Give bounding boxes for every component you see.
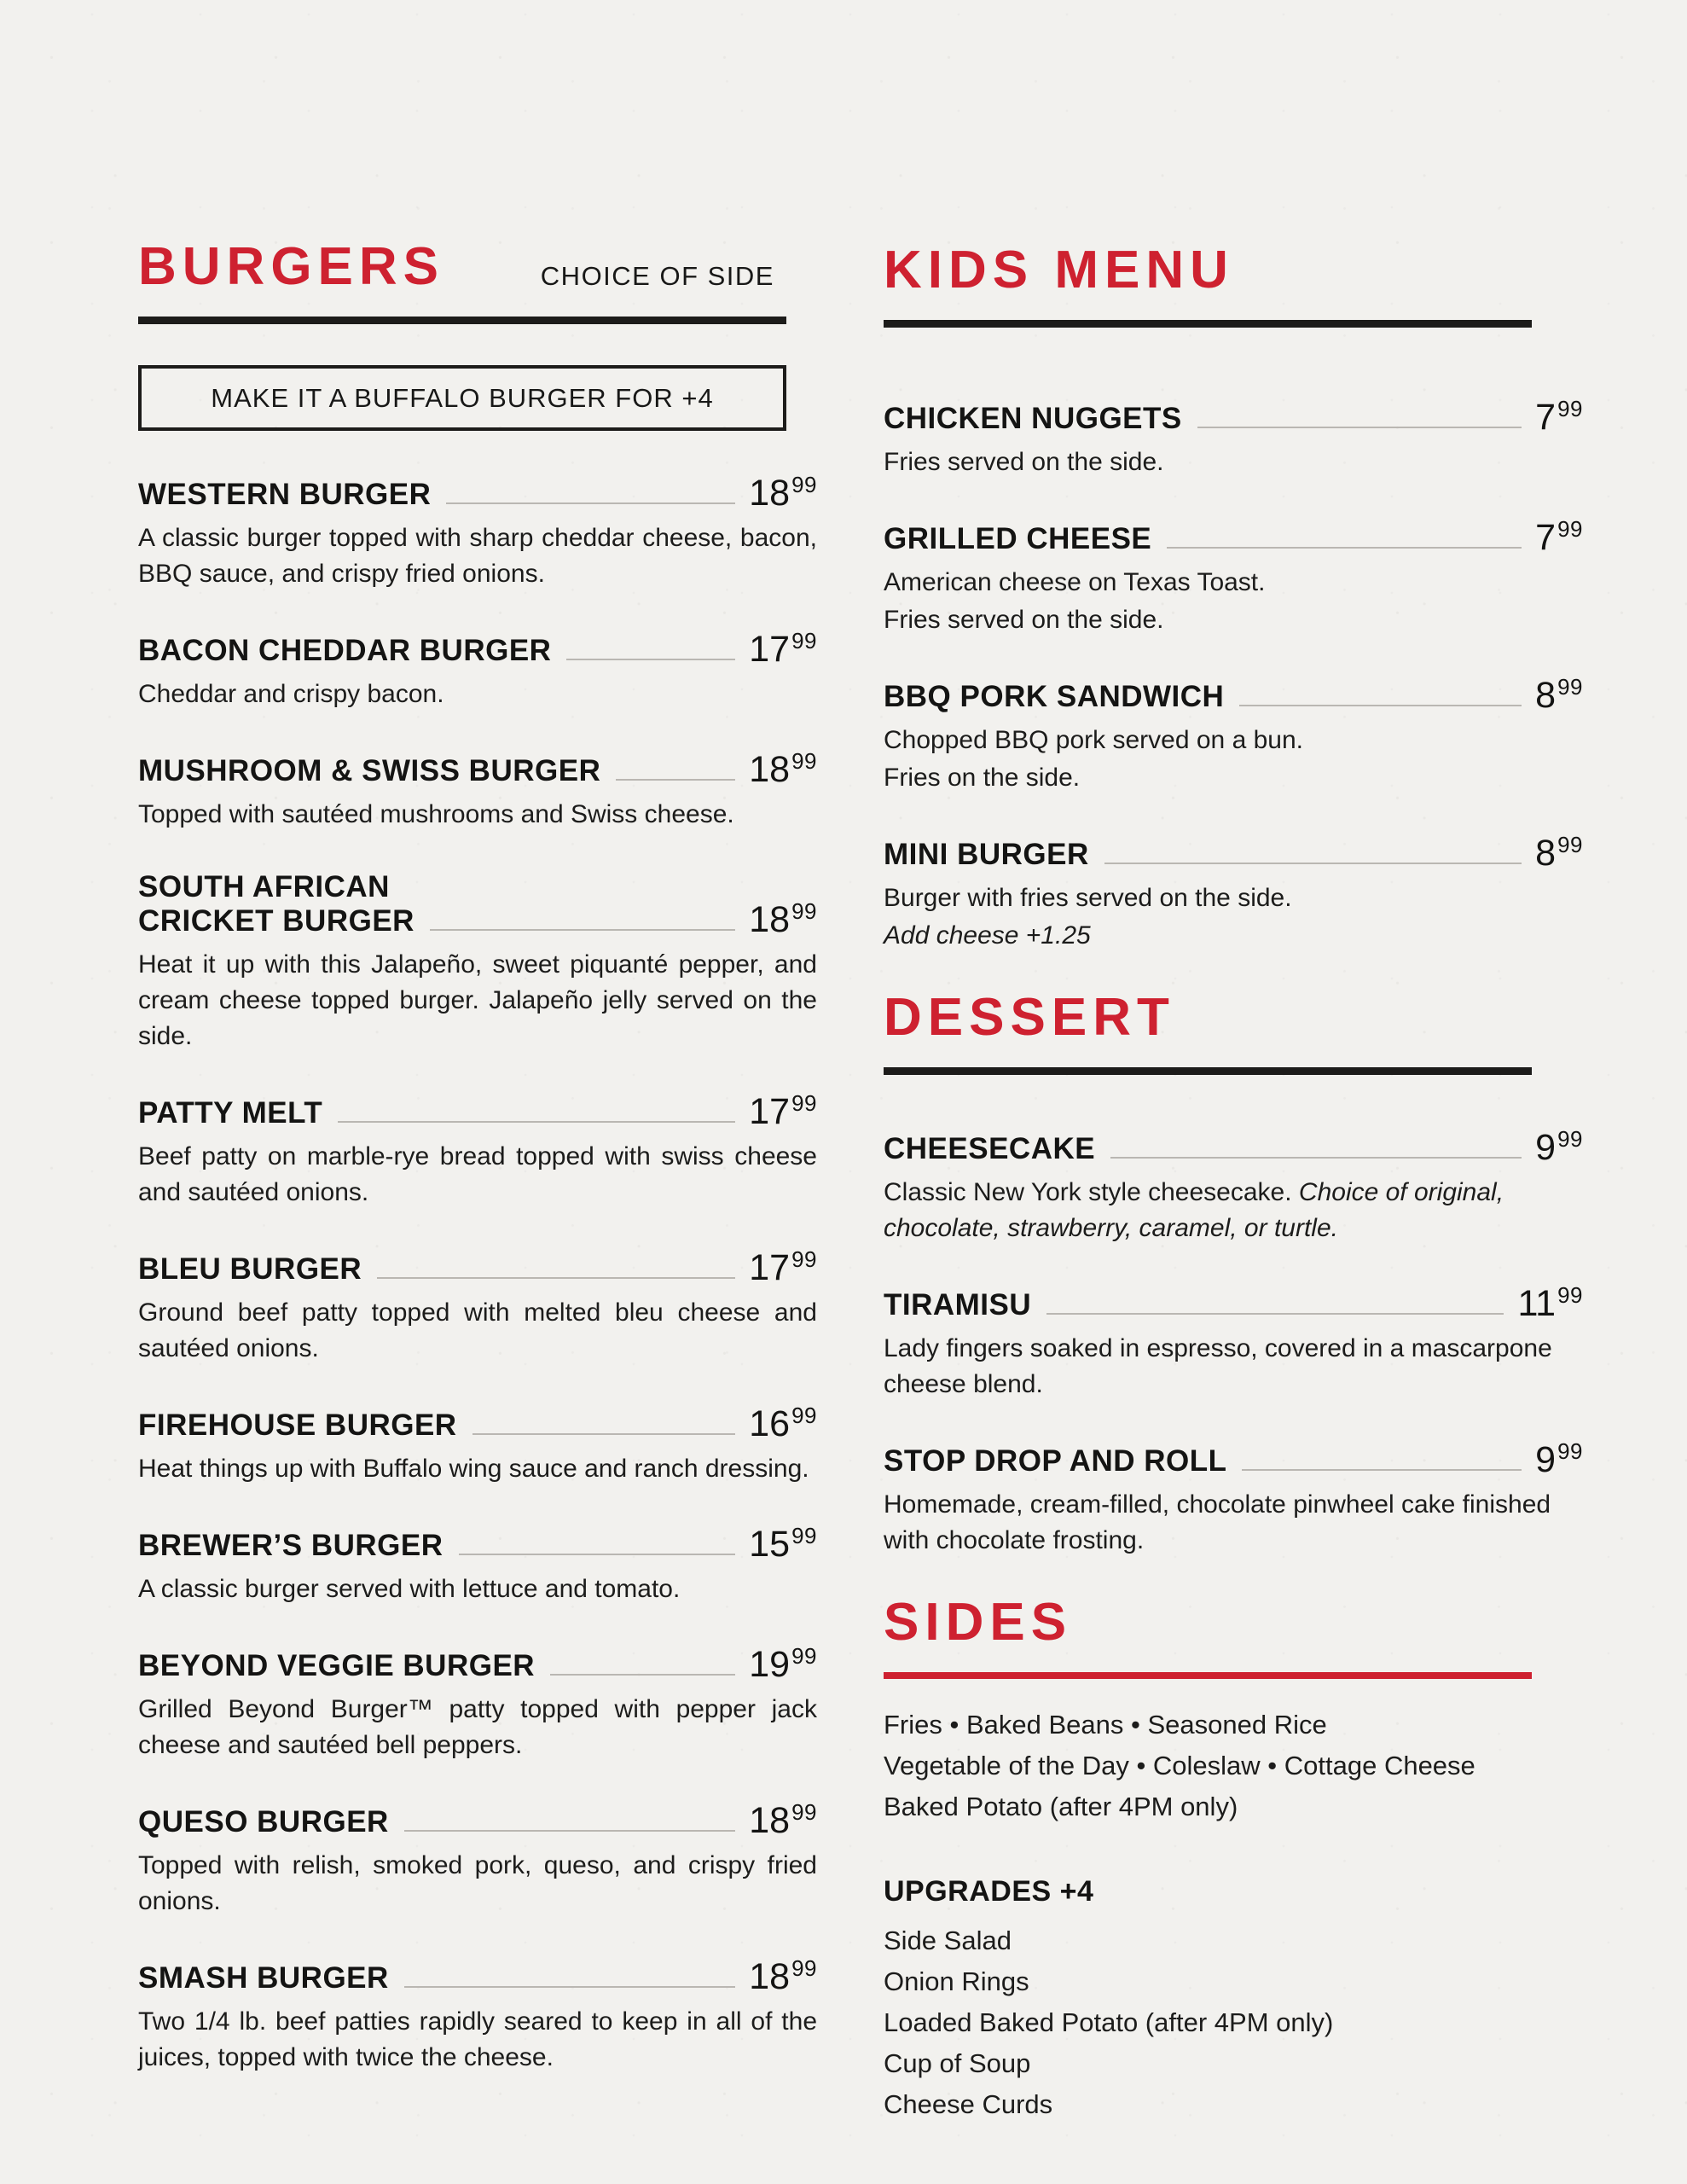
- price-dollars: 9: [1535, 1127, 1557, 1168]
- item-price: [1535, 1128, 1583, 1166]
- menu-item-grilled-cheese: [884, 518, 1583, 638]
- burgers-section-rule: [138, 317, 786, 324]
- item-name: GRILLED CHEESE: [884, 522, 1152, 556]
- price-leader-line: [1167, 547, 1522, 549]
- item-price: [749, 1798, 817, 1841]
- item-price: [749, 1522, 817, 1565]
- price-cents: 99: [1557, 1438, 1583, 1464]
- price-cents: 99: [791, 628, 817, 653]
- burgers-section-title: BURGERS: [138, 237, 445, 296]
- item-description: Topped with sautéed mushrooms and Swiss cheese.: [138, 800, 734, 828]
- upgrades-title: UPGRADES +4: [884, 1875, 1094, 1908]
- menu-item-cheesecake: [884, 1128, 1583, 1246]
- item-note-add-cheese: Add cheese +1.25: [884, 921, 1091, 950]
- upgrade-cup-of-soup: Cup of Soup: [884, 2048, 1031, 2079]
- item-header: [138, 1957, 817, 1995]
- price-leader-line: [404, 1986, 735, 1988]
- price-dollars: 18: [749, 473, 791, 514]
- item-price: [749, 1089, 817, 1132]
- price-cents: 99: [1557, 674, 1583, 700]
- item-price: [1535, 676, 1583, 714]
- item-description: [884, 1175, 1583, 1246]
- item-price: [749, 630, 817, 668]
- price-cents: 99: [791, 1955, 817, 1981]
- price-leader-line: [1239, 705, 1522, 706]
- kids-section-rule: [884, 320, 1532, 328]
- item-header: [138, 750, 817, 788]
- item-price: [1535, 518, 1583, 556]
- item-name: BEYOND VEGGIE BURGER: [138, 1648, 536, 1682]
- item-name-line-2: CRICKET BURGER: [138, 903, 415, 938]
- item-header: [138, 1642, 817, 1685]
- sides-section-title: SIDES: [884, 1593, 1073, 1652]
- price-dollars: 16: [749, 1403, 791, 1444]
- item-name: TIRAMISU: [884, 1288, 1032, 1322]
- price-dollars: 11: [1517, 1283, 1557, 1324]
- item-price: [1535, 398, 1583, 436]
- dessert-section-title: DESSERT: [884, 988, 1175, 1047]
- item-name: STOP DROP AND ROLL: [884, 1444, 1227, 1478]
- price-cents: 99: [791, 748, 817, 774]
- item-header: [884, 1128, 1583, 1166]
- item-header: [884, 676, 1583, 714]
- item-price: [749, 750, 817, 788]
- price-cents: 99: [791, 1246, 817, 1272]
- menu-item-bbq-pork-sandwich: [884, 676, 1583, 796]
- sides-line-3: Baked Potato (after 4PM only): [884, 1792, 1238, 1822]
- item-price: [1517, 1284, 1583, 1322]
- price-leader-line: [472, 1433, 736, 1435]
- item-description-regular: Classic New York style cheesecake.: [884, 1178, 1292, 1206]
- price-leader-line: [446, 502, 735, 504]
- menu-item-mushroom-swiss-burger: [138, 750, 817, 833]
- price-cents: 99: [791, 897, 817, 924]
- menu-item-tiramisu: [884, 1284, 1583, 1403]
- item-header: [884, 518, 1583, 556]
- item-price: [749, 473, 817, 512]
- price-cents: 99: [791, 1402, 817, 1428]
- dessert-section-rule: [884, 1067, 1532, 1075]
- price-dollars: 7: [1535, 397, 1557, 438]
- item-header: [138, 1522, 817, 1565]
- item-header: [138, 473, 817, 512]
- price-dollars: 7: [1535, 517, 1557, 558]
- item-name: MUSHROOM & SWISS BURGER: [138, 754, 601, 788]
- item-name: BACON CHEDDAR BURGER: [138, 634, 552, 668]
- item-description: Beef patty on marble-rye bread topped with swiss cheese and sautéed onions.: [138, 1141, 817, 1206]
- item-header: [138, 630, 817, 668]
- item-description: Cheddar and crispy bacon.: [138, 680, 444, 708]
- sides-section-header: [884, 1593, 1532, 1652]
- menu-item-chicken-nuggets: [884, 398, 1583, 480]
- item-header: [138, 1798, 817, 1841]
- item-name: FIREHOUSE BURGER: [138, 1408, 457, 1442]
- price-cents: 99: [1557, 832, 1583, 857]
- item-name: BREWER’S BURGER: [138, 1528, 443, 1562]
- menu-item-firehouse-burger: [138, 1404, 817, 1487]
- item-description: Chopped BBQ pork served on a bun.: [884, 726, 1303, 754]
- item-header: [884, 834, 1583, 872]
- item-name: SMASH BURGER: [138, 1960, 389, 1995]
- item-description: Topped with relish, smoked pork, queso, and crispy fried onions.: [138, 1850, 817, 1915]
- item-name: PATTY MELT: [138, 1095, 323, 1130]
- price-cents: 99: [791, 1642, 817, 1669]
- item-header: [138, 1404, 817, 1443]
- item-header: [884, 398, 1583, 436]
- item-description: A classic burger topped with sharp cheddar cheese, bacon, BBQ sauce, and crispy fried onions.: [138, 524, 817, 588]
- item-name: MINI BURGER: [884, 838, 1089, 872]
- price-leader-line: [616, 779, 735, 781]
- item-price: [749, 1248, 817, 1287]
- menu-item-stop-drop-and-roll: [884, 1440, 1583, 1559]
- menu-item-patty-melt: [138, 1089, 817, 1211]
- price-cents: 99: [791, 472, 817, 497]
- price-cents: 99: [791, 1522, 817, 1548]
- item-header: [138, 870, 817, 938]
- price-dollars: 9: [1535, 1439, 1557, 1480]
- kids-section-header: [884, 241, 1532, 299]
- price-dollars: 17: [749, 1246, 791, 1288]
- sides-line-1: Fries • Baked Beans • Seasoned Rice: [884, 1710, 1327, 1740]
- sides-section-rule: [884, 1672, 1532, 1679]
- price-leader-line: [1046, 1313, 1504, 1315]
- item-description-line-2: Fries served on the side.: [884, 606, 1164, 634]
- item-description-line-2: Fries on the side.: [884, 764, 1081, 792]
- item-header: [884, 1284, 1583, 1322]
- price-leader-line: [566, 659, 735, 660]
- sides-line-2: Vegetable of the Day • Coleslaw • Cottage Cheese: [884, 1751, 1475, 1781]
- price-leader-line: [377, 1277, 735, 1279]
- item-name: CHEESECAKE: [884, 1132, 1096, 1166]
- upgrade-side-salad: Side Salad: [884, 1926, 1012, 1956]
- upgrade-cheese-curds: Cheese Curds: [884, 2089, 1053, 2120]
- item-header: [138, 1248, 817, 1287]
- price-cents: 99: [1557, 1126, 1583, 1152]
- price-leader-line: [550, 1674, 735, 1676]
- item-name: BLEU BURGER: [138, 1252, 362, 1286]
- price-dollars: 17: [749, 1090, 791, 1132]
- buffalo-burger-promo-box: MAKE IT A BUFFALO BURGER FOR +4: [138, 365, 786, 431]
- item-description: A classic burger served with lettuce and tomato.: [138, 1574, 681, 1603]
- menu-item-queso-burger: [138, 1798, 817, 1920]
- menu-item-mini-burger: [884, 834, 1583, 954]
- item-price: [1535, 834, 1583, 872]
- burgers-section-header: [138, 237, 786, 296]
- menu-item-western-burger: [138, 473, 817, 592]
- price-dollars: 19: [749, 1643, 791, 1685]
- dessert-section-header: [884, 988, 1532, 1047]
- right-column: [884, 241, 1583, 2125]
- item-name: [138, 870, 415, 938]
- price-cents: 99: [1557, 396, 1583, 421]
- item-name-line-1: SOUTH AFRICAN: [138, 870, 390, 903]
- item-description: Burger with fries served on the side.: [884, 884, 1292, 912]
- price-leader-line: [404, 1830, 735, 1832]
- price-leader-line: [1242, 1469, 1522, 1471]
- kids-section-title: KIDS MENU: [884, 241, 1234, 299]
- item-header: [138, 1089, 817, 1132]
- upgrade-onion-rings: Onion Rings: [884, 1966, 1029, 1997]
- price-leader-line: [459, 1554, 736, 1555]
- price-dollars: 15: [749, 1523, 791, 1565]
- price-cents: 99: [1557, 516, 1583, 542]
- price-cents: 99: [791, 1089, 817, 1116]
- menu-item-smash-burger: [138, 1957, 817, 2076]
- item-description: Grilled Beyond Burger™ patty topped with pepper jack cheese and sautéed bell peppers.: [138, 1694, 817, 1759]
- menu-item-bleu-burger: [138, 1248, 817, 1367]
- choice-of-side-label: CHOICE OF SIDE: [540, 261, 774, 291]
- item-description: Heat things up with Buffalo wing sauce and ranch dressing.: [138, 1454, 809, 1483]
- item-header: [884, 1440, 1583, 1478]
- item-price: [749, 897, 817, 940]
- item-description: Ground beef patty topped with melted bleu cheese and sautéed onions.: [138, 1298, 817, 1362]
- item-price: [749, 1957, 817, 1995]
- item-description-italic: Choice of original, chocolate, strawberry, caramel, or turtle.: [884, 1178, 1504, 1242]
- menu-item-south-african-cricket-burger: [138, 870, 817, 1054]
- price-leader-line: [1104, 863, 1522, 864]
- price-leader-line: [1197, 427, 1522, 428]
- item-description: Lady fingers soaked in espresso, covered in a mascarpone cheese blend.: [884, 1334, 1552, 1398]
- price-dollars: 8: [1535, 675, 1557, 716]
- price-dollars: 17: [749, 629, 791, 670]
- item-price: [1535, 1440, 1583, 1478]
- item-description: Fries served on the side.: [884, 448, 1164, 476]
- price-dollars: 18: [749, 1799, 791, 1841]
- item-description: Two 1/4 lb. beef patties rapidly seared to keep in all of the juices, topped with twice the cheese.: [138, 2007, 817, 2071]
- price-dollars: 8: [1535, 833, 1557, 874]
- item-price: [749, 1642, 817, 1685]
- price-leader-line: [430, 929, 735, 931]
- price-leader-line: [338, 1121, 735, 1123]
- burgers-column: [138, 237, 817, 2113]
- item-description: Heat it up with this Jalapeño, sweet piquanté pepper, and cream cheese topped burger. Jalapeño jelly served on the side.: [138, 950, 817, 1050]
- price-dollars: 18: [749, 749, 791, 790]
- item-price: [749, 1404, 817, 1443]
- item-description: Homemade, cream-filled, chocolate pinwheel cake finished with chocolate frosting.: [884, 1490, 1551, 1554]
- upgrade-loaded-baked-potato: Loaded Baked Potato (after 4PM only): [884, 2007, 1334, 2038]
- price-cents: 99: [1557, 1282, 1583, 1308]
- item-name: CHICKEN NUGGETS: [884, 402, 1182, 436]
- price-leader-line: [1110, 1157, 1522, 1159]
- item-name: QUESO BURGER: [138, 1804, 389, 1838]
- menu-item-beyond-veggie-burger: [138, 1642, 817, 1763]
- item-description: American cheese on Texas Toast.: [884, 568, 1266, 596]
- menu-item-brewers-burger: [138, 1522, 817, 1607]
- menu-item-bacon-cheddar-burger: [138, 630, 817, 712]
- item-name: BBQ PORK SANDWICH: [884, 680, 1225, 714]
- price-dollars: 18: [749, 1955, 791, 1997]
- price-cents: 99: [791, 1798, 817, 1825]
- price-dollars: 18: [749, 898, 791, 940]
- item-name: WESTERN BURGER: [138, 478, 432, 512]
